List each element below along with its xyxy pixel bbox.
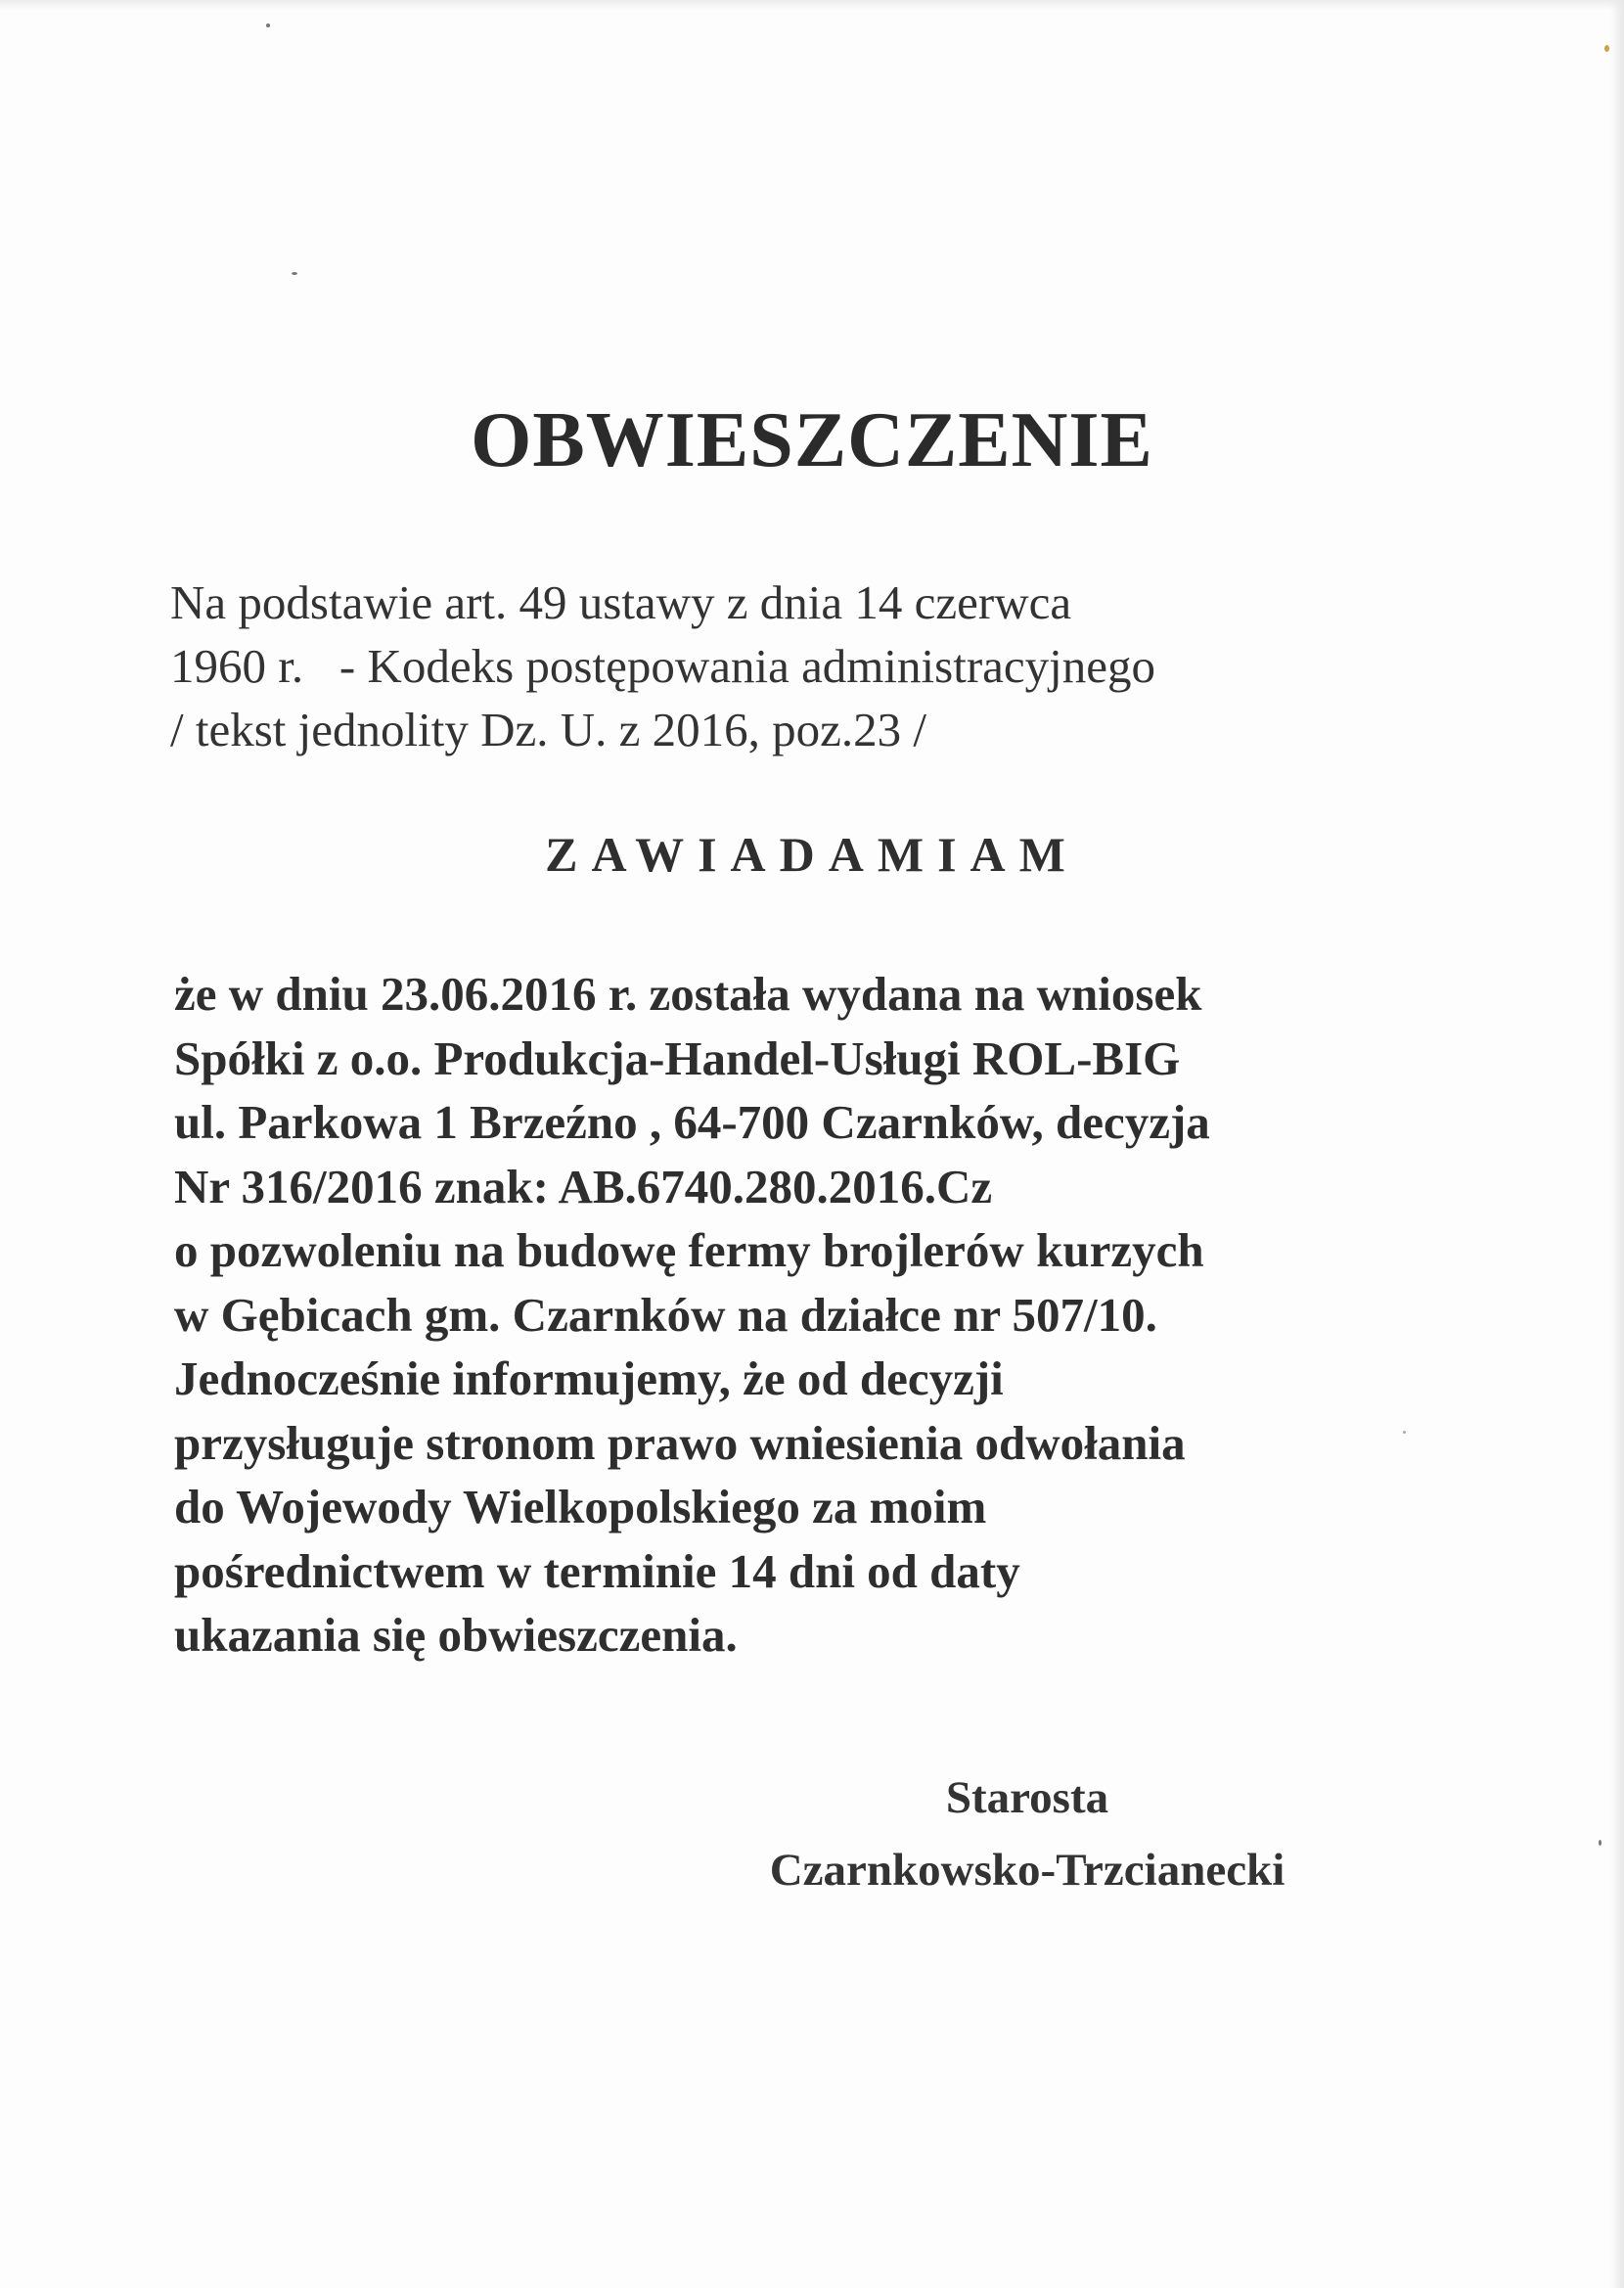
notify-heading: ZAWIADAMIAM: [545, 827, 1079, 882]
body-line: Nr 316/2016 znak: AB.6740.280.2016.Cz: [174, 1159, 993, 1213]
body-line: że w dniu 23.06.2016 r. została wydana na wniosek: [174, 967, 1202, 1021]
legal-basis-line: Na podstawie art. 49 ustawy z dnia 14 czerwca: [170, 575, 1072, 629]
body-line: ukazania się obwieszczenia.: [174, 1608, 738, 1662]
scan-top-shadow: [0, 0, 1624, 10]
body-line: pośrednictwem w terminie 14 dni od daty: [174, 1543, 1020, 1598]
body-line: Jednocześnie informujemy, że od decyzji: [174, 1351, 1004, 1405]
scan-speck: [266, 23, 270, 27]
scan-speck: [1604, 45, 1609, 52]
body-line: przysługuje stronom prawo wniesienia odwołania: [174, 1415, 1186, 1470]
scan-speck: [1599, 1840, 1601, 1846]
legal-basis-line: / tekst jednolity Dz. U. z 2016, poz.23 /: [170, 703, 926, 756]
notice-title: OBWIESZCZENIE: [471, 397, 1153, 483]
notice-body: [174, 962, 1446, 1668]
scan-edge-shadow: [1610, 0, 1624, 2288]
scan-speck: [292, 272, 297, 275]
signature-office: Czarnkowsko-Trzcianecki: [769, 1845, 1286, 1896]
body-line: Spółki z o.o. Produkcja-Handel-Usługi ROL-BIG: [174, 1030, 1181, 1085]
signature-role: Starosta: [945, 1772, 1109, 1823]
body-line: do Wojewody Wielkopolskiego za moim: [174, 1480, 987, 1533]
signature-block: [685, 1762, 1370, 1906]
legal-basis-line: 1960 r. - Kodeks postępowania administracyjnego: [170, 639, 1156, 693]
body-line: w Gębicach gm. Czarnków na działce nr 507/10.: [174, 1287, 1157, 1342]
legal-basis: [170, 571, 1442, 761]
body-line: ul. Parkowa 1 Brzeźno , 64-700 Czarnków, decyzja: [174, 1095, 1210, 1149]
body-line: o pozwoleniu na budowę fermy brojlerów kurzych: [174, 1223, 1204, 1277]
